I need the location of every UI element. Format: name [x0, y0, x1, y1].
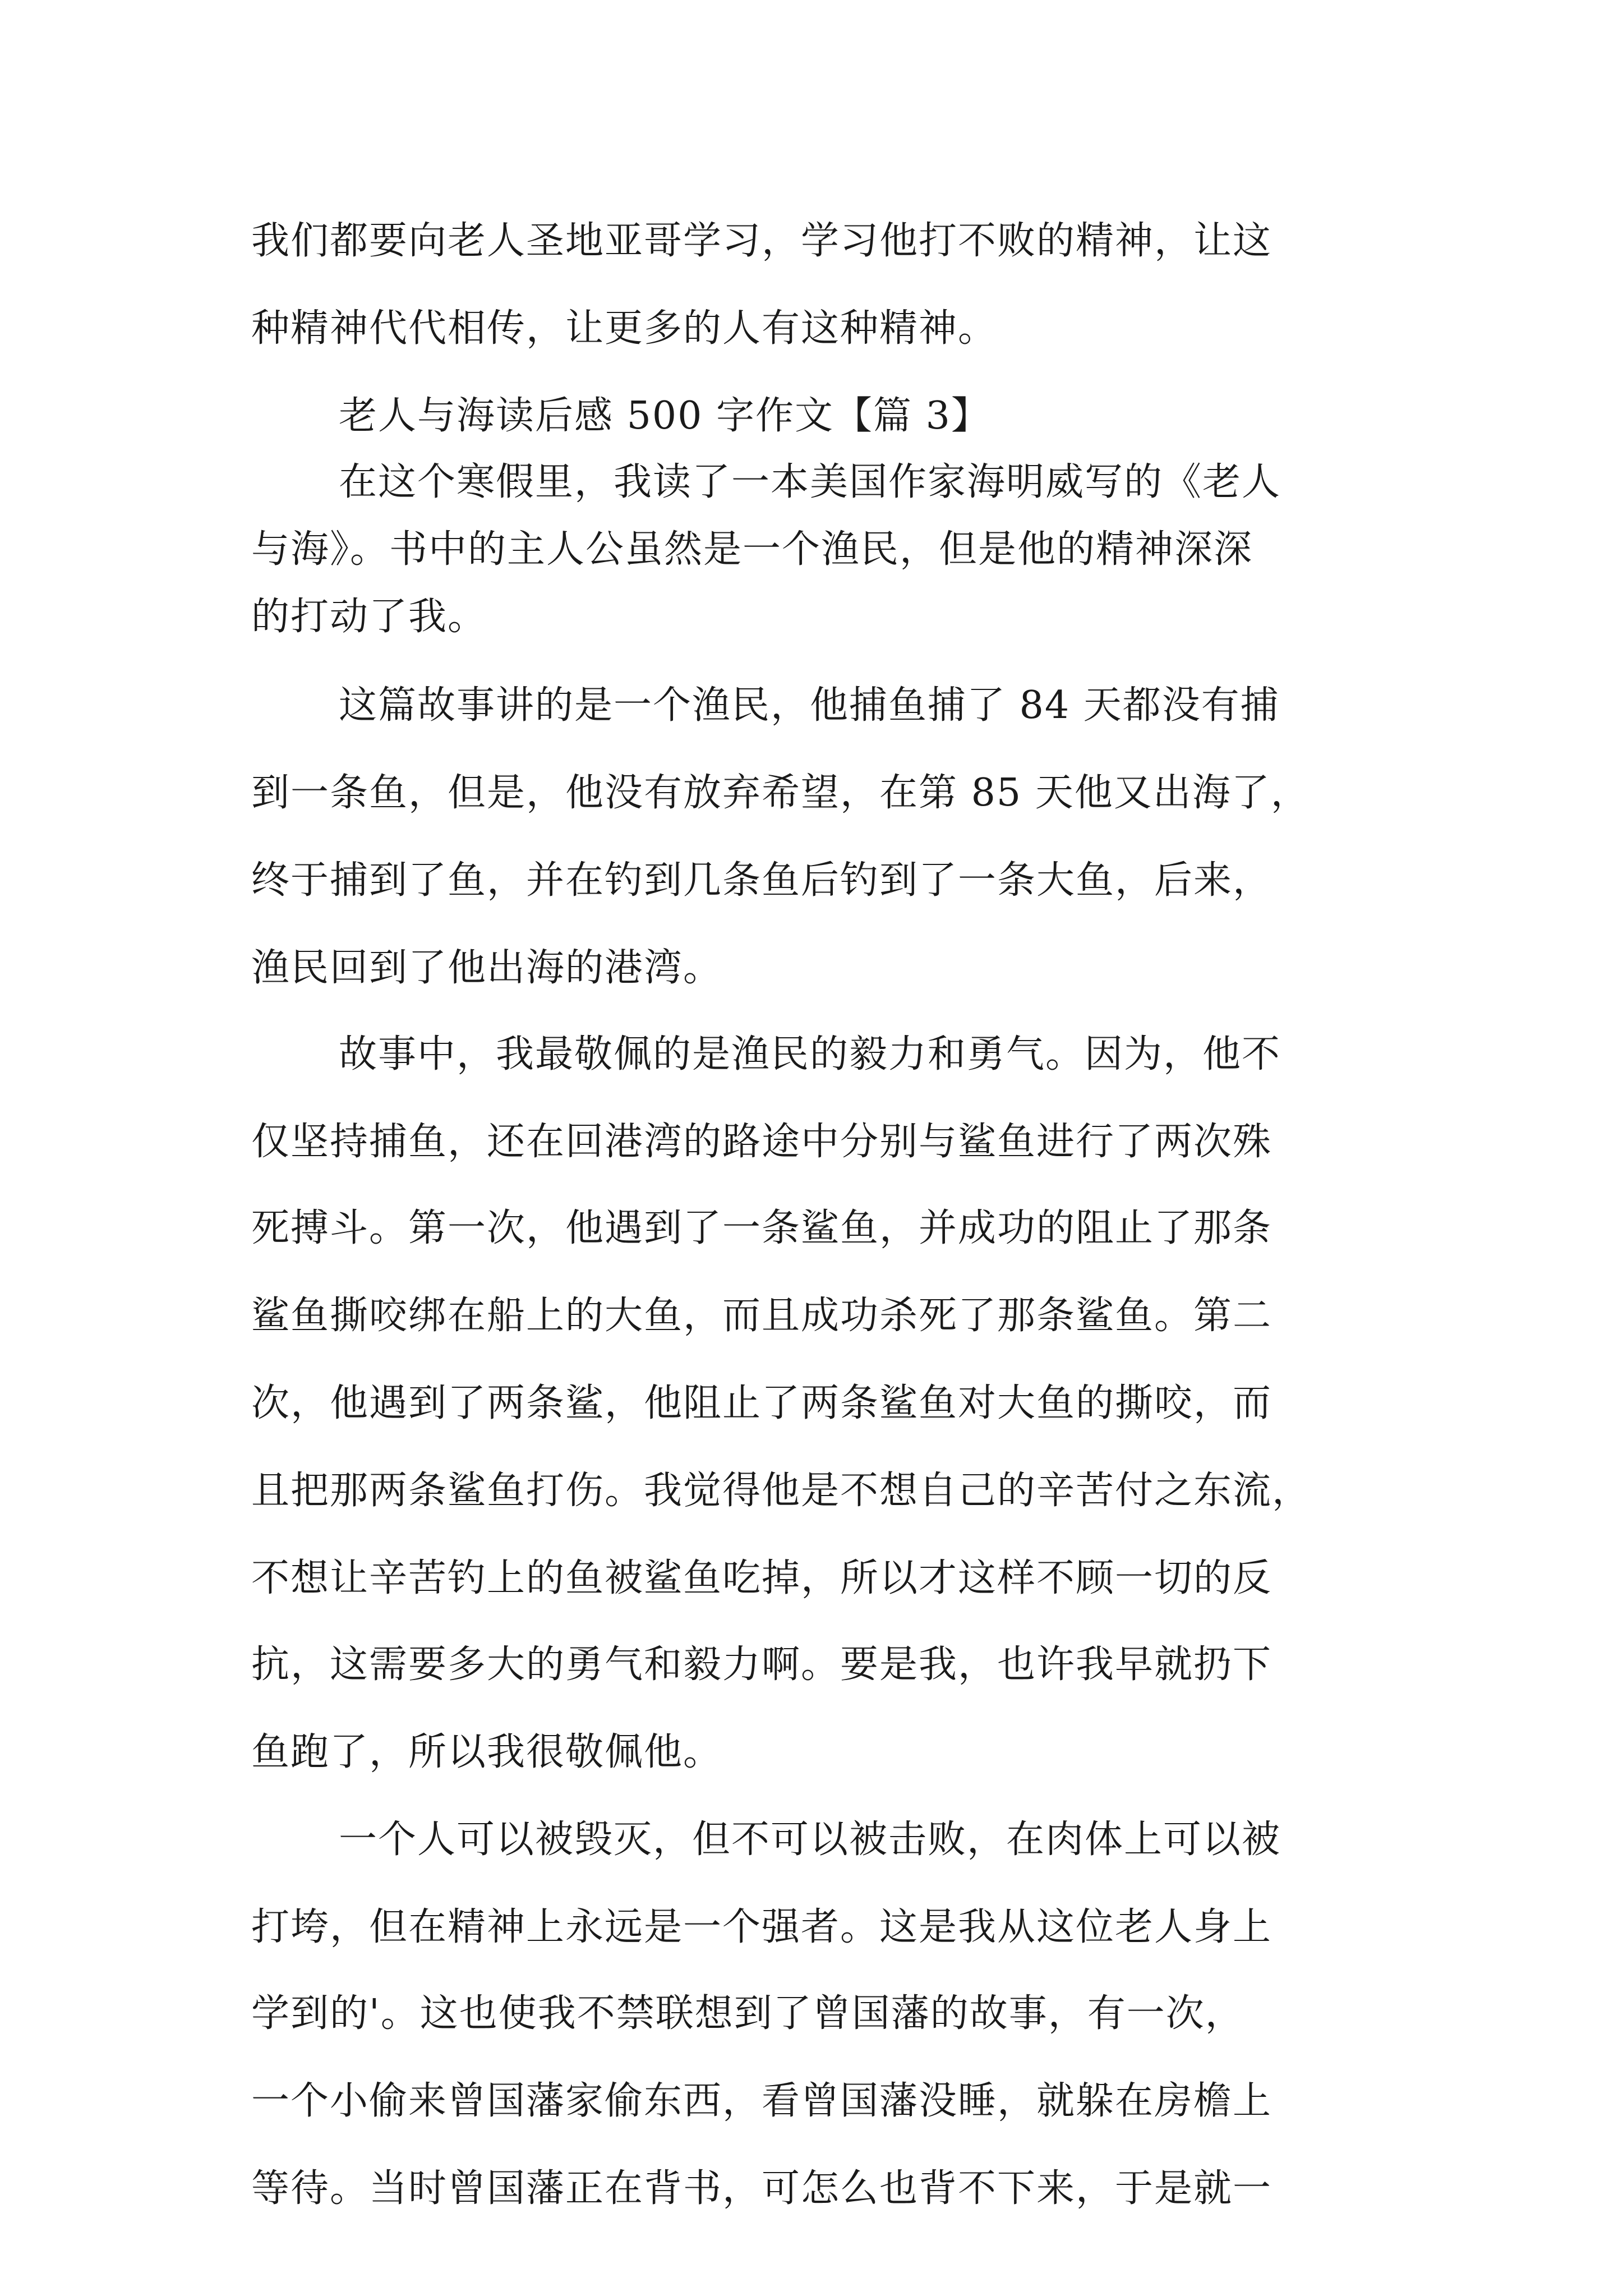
text-line: 渔民回到了他出海的港湾。 [251, 946, 723, 990]
section-heading: 老人与海读后感 500 字作文【篇 3】 [339, 394, 990, 438]
text-line: 学到的'。这也使我不禁联想到了曾国藩的故事，有一次， [251, 1991, 1244, 2036]
text-line: 且把那两条鲨鱼打伤。我觉得他是不想自己的辛苦付之东流， [251, 1469, 1312, 1513]
text-line: 终于捕到了鱼，并在钓到几条鱼后钓到了一条大鱼，后来， [251, 858, 1272, 903]
text-line: 等待。当时曾国藩正在背书，可怎么也背不下来，于是就一 [251, 2166, 1272, 2211]
text-line: 这篇故事讲的是一个渔民，他捕鱼捕了 84 天都没有捕 [339, 683, 1280, 728]
text-line: 鱼跑了，所以我很敬佩他。 [251, 1730, 723, 1774]
text-line: 种精神代代相传，让更多的人有这种精神。 [251, 306, 998, 351]
text-line: 鲨鱼撕咬绑在船上的大鱼，而且成功杀死了那条鲨鱼。第二 [251, 1294, 1272, 1338]
text-line: 的打动了我。 [251, 595, 487, 639]
text-line: 与海》。书中的主人公虽然是一个渔民，但是他的精神深深 [251, 527, 1253, 572]
text-line: 一个人可以被毁灭，但不可以被击败，在肉体上可以被 [339, 1818, 1281, 1862]
text-line: 仅坚持捕鱼，还在回港湾的路途中分别与鲨鱼进行了两次殊 [251, 1120, 1272, 1164]
text-line: 在这个寒假里，我读了一本美国作家海明威写的《老人 [339, 460, 1281, 504]
text-line: 打垮，但在精神上永远是一个强者。这是我从这位老人身上 [251, 1905, 1272, 1949]
text-line: 不想让辛苦钓上的鱼被鲨鱼吃掉，所以才这样不顾一切的反 [251, 1556, 1272, 1600]
text-line: 故事中，我最敬佩的是渔民的毅力和勇气。因为，他不 [339, 1032, 1281, 1076]
text-line: 到一条鱼，但是，他没有放弃希望，在第 85 天他又出海了， [251, 771, 1310, 815]
text-line: 一个小偷来曾国藩家偷东西，看曾国藩没睡，就躲在房檐上 [251, 2079, 1272, 2123]
text-line: 次，他遇到了两条鲨，他阻止了两条鲨鱼对大鱼的撕咬，而 [251, 1381, 1272, 1425]
text-line: 我们都要向老人圣地亚哥学习，学习他打不败的精神，让这 [251, 219, 1272, 263]
text-line: 死搏斗。第一次，他遇到了一条鲨鱼，并成功的阻止了那条 [251, 1206, 1272, 1250]
text-line: 抗，这需要多大的勇气和毅力啊。要是我，也许我早就扔下 [251, 1642, 1272, 1687]
